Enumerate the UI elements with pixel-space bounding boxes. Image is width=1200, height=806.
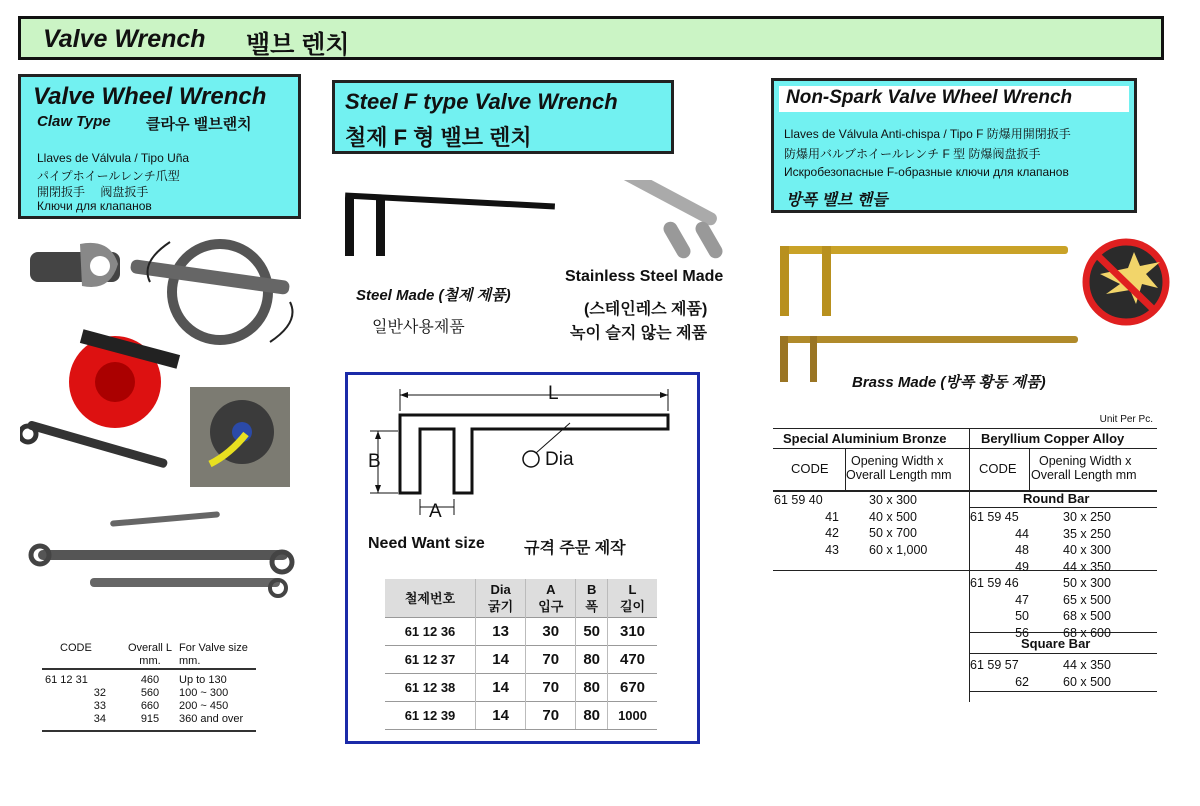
claw-box-line-3: 開閉扳手 阀盘扳手 [37, 185, 149, 199]
claw-spec-table [42, 642, 256, 732]
steel-general-label: 일반사용제품 [372, 319, 465, 336]
wheel-rotation-photo [130, 242, 293, 342]
table-row: 34 915 360 and over [42, 713, 256, 731]
table-row: 61 12 38 14 70 80 670 [385, 674, 657, 702]
nonspark-spec-table [773, 410, 1157, 710]
table-row: 61 12 37 14 70 80 470 [385, 646, 657, 674]
alu-header-opening: Opening Width x [851, 454, 944, 468]
alu-header-overall: Overall Length mm [846, 468, 952, 482]
wheel-in-use-photo [190, 387, 290, 487]
steel-f-type-info-box [332, 80, 674, 154]
table-row: 50 68 x 500 [1015, 609, 1111, 623]
ber-header-opening: Opening Width x [1039, 454, 1132, 468]
banner-title-ko: 밸브 렌치 [246, 31, 350, 59]
claw-type-info-box [18, 74, 301, 219]
brass-made-label: Brass Made (방폭 황동 제품) [852, 374, 1046, 391]
steel-header-a: A 입구 [526, 579, 576, 618]
group-aluminium-bronze: Special Aluminium Bronze [783, 431, 947, 446]
steel-header-code: 철제번호 [385, 579, 476, 618]
red-wheel-photo [69, 329, 180, 428]
long-claw-wrench-photo [20, 420, 168, 469]
table-row: 33 660 200 ~ 450 [93, 700, 229, 712]
table-row: 49 44 x 350 [1015, 559, 1111, 574]
table-row: 42 50 x 700 [825, 526, 917, 540]
wrench-set-photo [31, 511, 292, 596]
steel-made-label: Steel Made (철제 제품) [356, 287, 511, 304]
table-row: 61 59 45 30 x 250 [970, 510, 1111, 524]
steel-box-title-en: Steel F type Valve Wrench [345, 89, 618, 114]
custom-order-label: 규격 주문 제작 [524, 540, 626, 557]
steel-box-title-ko: 철제 F 형 밸브 렌치 [345, 125, 532, 150]
claw-box-line-2: パイプホイールレンチ爪型 [37, 169, 180, 183]
dim-B-label: B [368, 451, 381, 472]
table-row: 41 40 x 500 [825, 509, 917, 524]
claw-box-line-1: Llaves de Válvula / Tipo Uña [37, 151, 190, 165]
claw-wrench-photos [20, 232, 300, 612]
claw-box-subtitle-ko: 클라우 밸브랜치 [146, 116, 252, 133]
steel-header-b: B 폭 [576, 579, 608, 618]
table-row: 48 40 x 300 [1015, 543, 1111, 557]
nonspark-box-title-ko: 방폭 밸브 핸들 [786, 192, 888, 209]
square-rows [969, 657, 1112, 690]
round-bar-label: Round Bar [1023, 491, 1090, 506]
steel-header-dia: Dia 굵기 [476, 579, 526, 618]
nonspark-box-line-2: 防爆用バルブホイールレンチ F 型 防爆阀盘扳手 [784, 147, 1041, 161]
nonspark-box-title: Non-Spark Valve Wheel Wrench [786, 87, 1073, 108]
table-row: 43 60 x 1,000 [825, 542, 928, 557]
alu-header-code: CODE [791, 461, 829, 476]
steel-header-l: L 길이 [608, 579, 657, 618]
dim-A-label: A [429, 501, 442, 522]
dim-L-label: L [548, 383, 559, 404]
group-beryllium-copper: Beryllium Copper Alloy [981, 431, 1125, 446]
claw-header-overall: Overall L mm. [127, 642, 173, 667]
custom-size-diagram-panel [345, 372, 700, 744]
table-row: 44 35 x 250 [1015, 526, 1111, 541]
nonspark-box-line-3: Искробезопасные F-образные ключи для клапанов [784, 165, 1069, 179]
table-row: 56 68 x 600 [1015, 625, 1111, 640]
need-size-label: Need Want size [368, 535, 485, 552]
table-row: 61 12 31 460 Up to 130 [45, 674, 227, 686]
square-bar-label: Square Bar [1021, 636, 1091, 651]
table-row: 32 560 100 ~ 300 [93, 687, 229, 699]
ber-header-overall: Overall Length mm [1031, 468, 1137, 482]
unit-label: Unit Per Pc. [1099, 414, 1153, 425]
stainless-note-label: 녹이 슬지 않는 제품 [570, 325, 707, 342]
claw-head-photo [30, 243, 120, 287]
claw-box-title: Valve Wheel Wrench [33, 83, 267, 110]
claw-box-subtitle-en: Claw Type [37, 113, 111, 130]
table-row: 61 59 46 50 x 300 [970, 576, 1111, 590]
alu-rows [773, 492, 928, 558]
banner-title-en: Valve Wrench [43, 25, 206, 53]
ber-header-code: CODE [979, 461, 1017, 476]
round-rows-a [969, 509, 1112, 575]
table-row: 47 65 x 500 [1015, 592, 1111, 607]
claw-header-valve: For Valve size mm. [179, 642, 248, 667]
table-row: 62 60 x 500 [1015, 674, 1111, 689]
brass-wrench-photos [770, 236, 1180, 386]
f-wrench-dimension-diagram [348, 375, 697, 535]
steel-f-wrench-photo [345, 193, 555, 256]
non-spark-info-box [771, 78, 1137, 213]
stainless-f-wrench-photo [611, 180, 725, 261]
page-banner [18, 16, 1164, 60]
table-row: 61 59 40 30 x 300 [774, 493, 917, 507]
brass-f-wrench-photo [780, 246, 1068, 316]
steel-spec-table [385, 579, 657, 730]
table-row: 61 12 39 14 70 80 1000 [385, 702, 657, 730]
dim-dia-label: Dia [545, 449, 574, 470]
table-row: 61 59 57 44 x 350 [970, 658, 1111, 672]
claw-box-line-4: Ключи для клапанов [37, 199, 152, 213]
round-rows-b [969, 575, 1112, 641]
nonspark-box-line-1: Llaves de Válvula Anti-chispa / Tipo F 防爆用開閉扳手 [784, 127, 1071, 141]
claw-header-code: CODE [60, 642, 92, 654]
stainless-made-label: Stainless Steel Made [565, 268, 724, 285]
no-spark-icon [1086, 242, 1166, 322]
table-row: 61 12 36 13 30 50 310 [385, 618, 657, 646]
stainless-ko-label: (스테인레스 제품) [584, 301, 708, 318]
f-wrench-photos [340, 180, 750, 270]
